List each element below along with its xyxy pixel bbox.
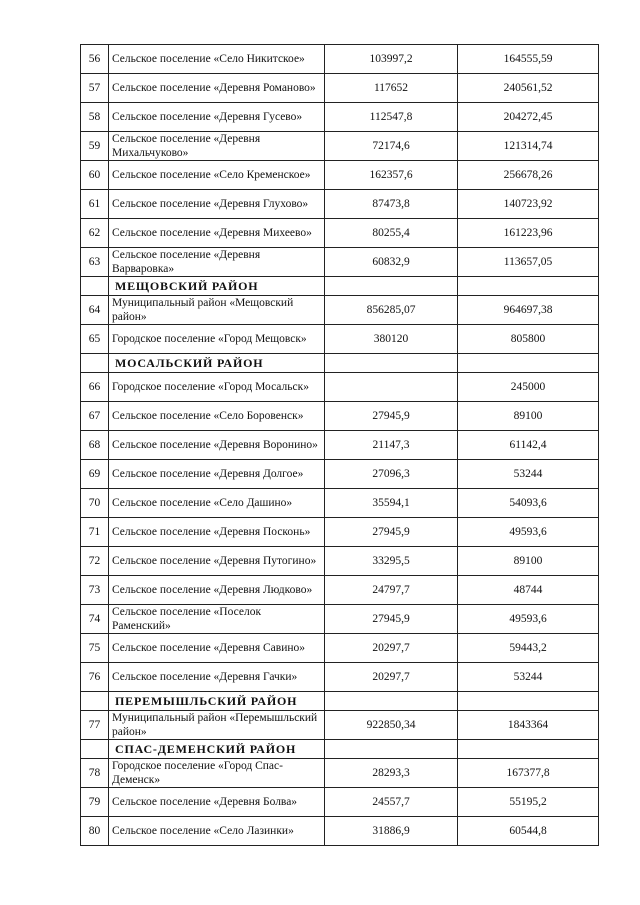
settlement-name: Сельское поселение «Деревня Гачки»	[109, 663, 325, 692]
value-2: 89100	[458, 402, 599, 431]
value-1: 27945,9	[325, 402, 458, 431]
table-row	[81, 576, 599, 605]
section-value-cell	[458, 692, 599, 711]
row-number: 68	[81, 431, 109, 460]
district-title: МЕЩОВСКИЙ РАЙОН	[109, 277, 325, 296]
section-value-cell	[458, 277, 599, 296]
section-value-cell	[325, 692, 458, 711]
row-number: 58	[81, 103, 109, 132]
value-1: 27945,9	[325, 518, 458, 547]
section-value-cell	[325, 277, 458, 296]
settlement-name: Сельское поселение «Село Кременское»	[109, 161, 325, 190]
value-1: 20297,7	[325, 634, 458, 663]
settlement-name: Сельское поселение «Деревня Болва»	[109, 788, 325, 817]
value-2: 54093,6	[458, 489, 599, 518]
table-row	[81, 711, 599, 740]
table-row	[81, 45, 599, 74]
row-number: 65	[81, 325, 109, 354]
value-1: 24557,7	[325, 788, 458, 817]
section-value-cell	[325, 740, 458, 759]
section-num-cell	[81, 277, 109, 296]
value-1: 60832,9	[325, 248, 458, 277]
row-number: 70	[81, 489, 109, 518]
table-row	[81, 547, 599, 576]
settlement-name: Сельское поселение «Село Никитское»	[109, 45, 325, 74]
value-2: 245000	[458, 373, 599, 402]
budget-table-body	[81, 45, 599, 846]
settlement-name: Сельское поселение «Деревня Посконь»	[109, 518, 325, 547]
row-number: 74	[81, 605, 109, 634]
value-1: 117652	[325, 74, 458, 103]
value-1: 72174,6	[325, 132, 458, 161]
table-row	[81, 431, 599, 460]
value-2: 53244	[458, 460, 599, 489]
row-number: 75	[81, 634, 109, 663]
table-row	[81, 325, 599, 354]
settlement-name: Сельское поселение «Село Боровенск»	[109, 402, 325, 431]
table-row	[81, 132, 599, 161]
table-row	[81, 817, 599, 846]
district-title: ПЕРЕМЫШЛЬСКИЙ РАЙОН	[109, 692, 325, 711]
budget-table	[80, 44, 599, 846]
settlement-name: Сельское поселение «Деревня Савино»	[109, 634, 325, 663]
settlement-name: Сельское поселение «Деревня Людково»	[109, 576, 325, 605]
row-number: 59	[81, 132, 109, 161]
table-row	[81, 103, 599, 132]
value-2: 61142,4	[458, 431, 599, 460]
value-2: 60544,8	[458, 817, 599, 846]
settlement-name: Городское поселение «Город Спас-Деменск»	[109, 759, 325, 788]
value-2: 256678,26	[458, 161, 599, 190]
row-number: 61	[81, 190, 109, 219]
settlement-name: Сельское поселение «Поселок Раменский»	[109, 605, 325, 634]
row-number: 67	[81, 402, 109, 431]
value-1: 27945,9	[325, 605, 458, 634]
settlement-name: Сельское поселение «Деревня Михальчуково»	[109, 132, 325, 161]
row-number: 77	[81, 711, 109, 740]
settlement-name: Сельское поселение «Деревня Гусево»	[109, 103, 325, 132]
value-1: 35594,1	[325, 489, 458, 518]
row-number: 79	[81, 788, 109, 817]
row-number: 64	[81, 296, 109, 325]
district-section-row	[81, 354, 599, 373]
value-2: 164555,59	[458, 45, 599, 74]
district-title: СПАС-ДЕМЕНСКИЙ РАЙОН	[109, 740, 325, 759]
table-row	[81, 634, 599, 663]
value-1: 20297,7	[325, 663, 458, 692]
table-row	[81, 296, 599, 325]
row-number: 62	[81, 219, 109, 248]
settlement-name: Сельское поселение «Деревня Глухово»	[109, 190, 325, 219]
table-row	[81, 190, 599, 219]
row-number: 71	[81, 518, 109, 547]
settlement-name: Сельское поселение «Село Дашино»	[109, 489, 325, 518]
table-row	[81, 373, 599, 402]
value-1: 24797,7	[325, 576, 458, 605]
value-2: 89100	[458, 547, 599, 576]
section-num-cell	[81, 354, 109, 373]
section-num-cell	[81, 740, 109, 759]
row-number: 76	[81, 663, 109, 692]
value-2: 1843364	[458, 711, 599, 740]
section-num-cell	[81, 692, 109, 711]
value-1: 856285,07	[325, 296, 458, 325]
settlement-name: Сельское поселение «Село Лазинки»	[109, 817, 325, 846]
table-row	[81, 663, 599, 692]
row-number: 63	[81, 248, 109, 277]
table-row	[81, 518, 599, 547]
value-1: 112547,8	[325, 103, 458, 132]
row-number: 56	[81, 45, 109, 74]
district-section-row	[81, 740, 599, 759]
value-2: 49593,6	[458, 605, 599, 634]
table-row	[81, 605, 599, 634]
table-row	[81, 759, 599, 788]
value-2: 48744	[458, 576, 599, 605]
table-row	[81, 460, 599, 489]
settlement-name: Сельское поселение «Деревня Варваровка»	[109, 248, 325, 277]
settlement-name: Сельское поселение «Деревня Путогино»	[109, 547, 325, 576]
value-2: 964697,38	[458, 296, 599, 325]
district-title: МОСАЛЬСКИЙ РАЙОН	[109, 354, 325, 373]
value-2: 167377,8	[458, 759, 599, 788]
value-2: 805800	[458, 325, 599, 354]
section-value-cell	[458, 354, 599, 373]
value-1: 21147,3	[325, 431, 458, 460]
value-2: 55195,2	[458, 788, 599, 817]
table-row	[81, 248, 599, 277]
settlement-name: Сельское поселение «Деревня Михеево»	[109, 219, 325, 248]
section-value-cell	[458, 740, 599, 759]
value-2: 49593,6	[458, 518, 599, 547]
district-section-row	[81, 277, 599, 296]
value-1: 80255,4	[325, 219, 458, 248]
row-number: 78	[81, 759, 109, 788]
row-number: 69	[81, 460, 109, 489]
value-2: 240561,52	[458, 74, 599, 103]
value-2: 121314,74	[458, 132, 599, 161]
value-2: 113657,05	[458, 248, 599, 277]
value-2: 59443,2	[458, 634, 599, 663]
value-2: 53244	[458, 663, 599, 692]
value-2: 161223,96	[458, 219, 599, 248]
district-section-row	[81, 692, 599, 711]
table-row	[81, 489, 599, 518]
row-number: 60	[81, 161, 109, 190]
section-value-cell	[325, 354, 458, 373]
settlement-name: Городское поселение «Город Мосальск»	[109, 373, 325, 402]
value-1	[325, 373, 458, 402]
value-1: 922850,34	[325, 711, 458, 740]
row-number: 80	[81, 817, 109, 846]
value-1: 33295,5	[325, 547, 458, 576]
value-1: 380120	[325, 325, 458, 354]
value-1: 162357,6	[325, 161, 458, 190]
settlement-name: Сельское поселение «Деревня Романово»	[109, 74, 325, 103]
settlement-name: Сельское поселение «Деревня Долгое»	[109, 460, 325, 489]
row-number: 72	[81, 547, 109, 576]
value-1: 27096,3	[325, 460, 458, 489]
settlement-name: Городское поселение «Город Мещовск»	[109, 325, 325, 354]
value-2: 204272,45	[458, 103, 599, 132]
row-number: 73	[81, 576, 109, 605]
value-1: 87473,8	[325, 190, 458, 219]
table-row	[81, 161, 599, 190]
settlement-name: Сельское поселение «Деревня Воронино»	[109, 431, 325, 460]
table-row	[81, 219, 599, 248]
table-row	[81, 788, 599, 817]
value-1: 103997,2	[325, 45, 458, 74]
table-row	[81, 74, 599, 103]
value-1: 31886,9	[325, 817, 458, 846]
settlement-name: Муниципальный район «Перемышльский район»	[109, 711, 325, 740]
row-number: 66	[81, 373, 109, 402]
row-number: 57	[81, 74, 109, 103]
settlement-name: Муниципальный район «Мещовский район»	[109, 296, 325, 325]
table-row	[81, 402, 599, 431]
value-2: 140723,92	[458, 190, 599, 219]
value-1: 28293,3	[325, 759, 458, 788]
